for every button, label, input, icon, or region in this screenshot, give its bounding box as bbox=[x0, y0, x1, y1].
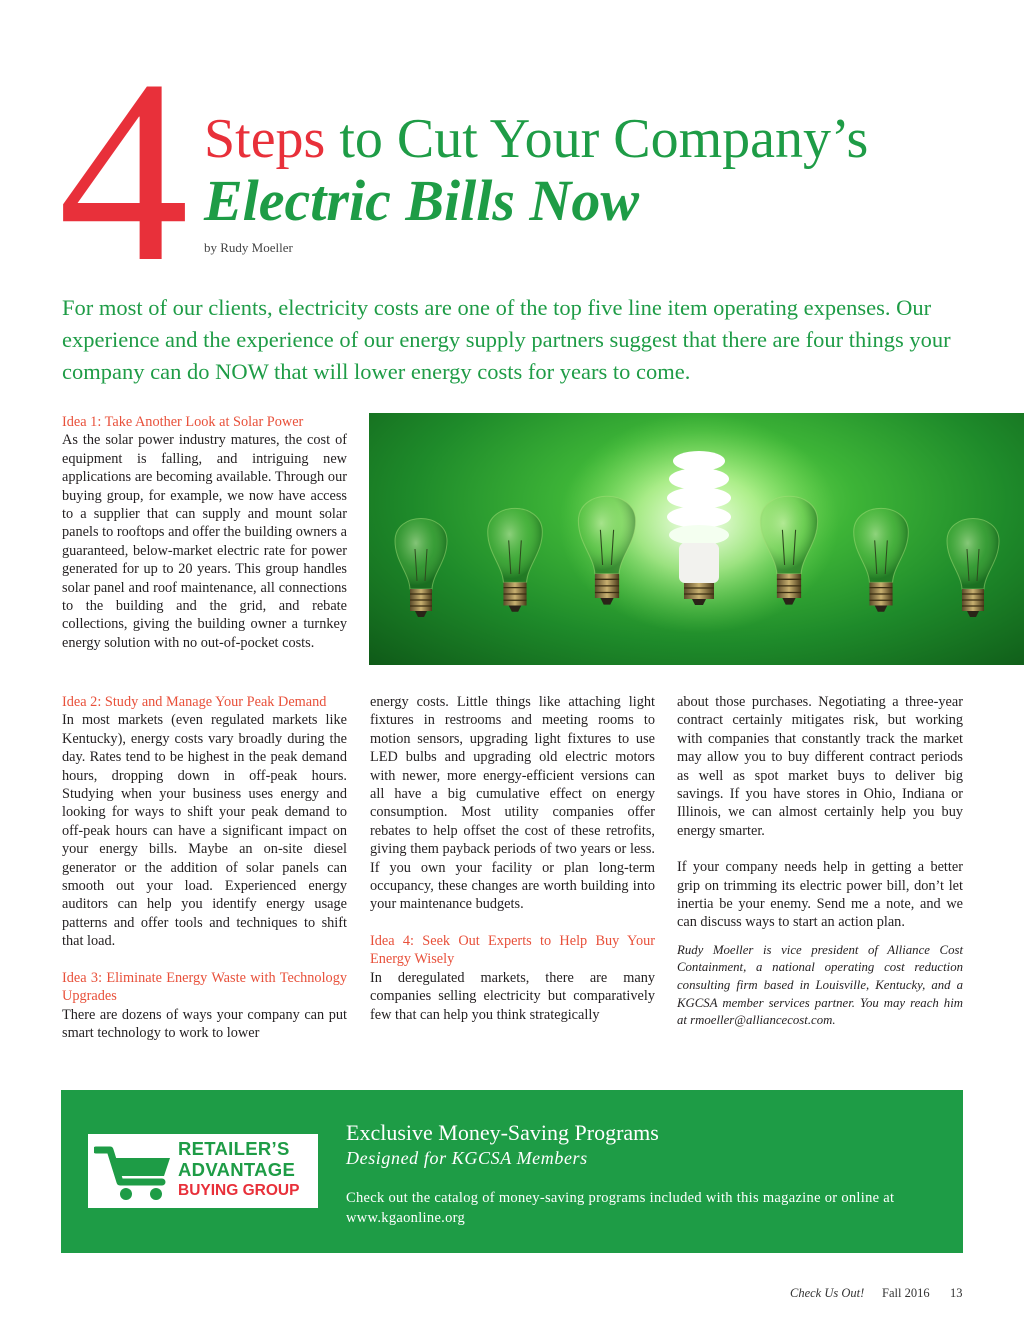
idea-3-body-continued: energy costs. Little things like attaching light fixtures in restrooms and meeting rooms to motion sensors, upgrading light fixtures to use LED bulbs and upgrading old electric motors with newer, more energy-efficient versions can all have a big cumulative effect on energy consumption. Most utility companies offer rebates to help offset the cost of these retrofits, giving them payback periods of two years or less. If you own your facility or plan long-term occupancy, these changes are worth building into your maintenance budgets. bbox=[370, 694, 655, 913]
column-1-lower bbox=[62, 693, 347, 1042]
logo-text-retailers: RETAILER’S bbox=[178, 1138, 290, 1159]
idea-1-section bbox=[62, 413, 347, 652]
logo-text-advantage: ADVANTAGE bbox=[178, 1159, 296, 1180]
column-3 bbox=[677, 693, 963, 1030]
spacer bbox=[677, 932, 963, 942]
idea-1-heading: Idea 1: Take Another Look at Solar Power bbox=[62, 414, 304, 430]
idea-4-body-continued: about those purchases. Negotiating a three-year contract certainly mitigates risk, but working with companies that constantly track the market may allow you to buy different contract periods as well as spot market buys to deliver big savings. If you have stores in Ohio, Indiana or Illinois, we can almost certainly help you buy energy smarter. bbox=[677, 694, 963, 839]
idea-4-heading: Idea 4: Seek Out Experts to Help Buy Your Energy Wisely bbox=[370, 932, 655, 968]
idea-2-heading: Idea 2: Study and Manage Your Peak Demand bbox=[62, 694, 327, 710]
byline: by Rudy Moeller bbox=[204, 240, 293, 255]
title-word-steps: Steps bbox=[204, 108, 326, 170]
column-2 bbox=[370, 693, 655, 1024]
spacer bbox=[62, 951, 347, 969]
idea-3-body-start: There are dozens of ways your company can put smart technology to work to lower bbox=[62, 1006, 347, 1041]
article-title bbox=[204, 108, 868, 232]
spacer bbox=[370, 914, 655, 932]
lead-paragraph: For most of our clients, electricity costs are one of the top five line item operating expenses. Our experience and the experience of our energy supply partners suggest that there are four things your company can do NOW that will lower energy costs for years to come. bbox=[62, 295, 951, 384]
retailers-advantage-logo bbox=[88, 1134, 318, 1208]
light-bulbs-photo bbox=[369, 413, 1024, 665]
author-bio: Rudy Moeller is vice president of Alliance Cost Containment, a national operating cost reduction consulting firm based in Louisville, Kentucky, and a KGCSA member services partner. You may reach him at rmoeller@alliancecost.com. bbox=[677, 942, 963, 1028]
footer-magazine-name: Check Us Out! bbox=[790, 1286, 865, 1300]
idea-3-heading: Idea 3: Eliminate Energy Waste with Technology Upgrades bbox=[62, 969, 347, 1005]
closing-paragraph: If your company needs help in getting a better grip on trimming its electric power bill, don’t let inertia be your enemy. Send me a note, and we can discuss ways to start an action plan. bbox=[677, 859, 963, 931]
banner-body: Check out the catalog of money-saving programs included with this magazine or online at www.kgaonline.org bbox=[346, 1190, 895, 1226]
shopping-cart-icon bbox=[94, 1142, 174, 1204]
idea-1-body: As the solar power industry matures, the cost of equipment is falling, and intriguing new applications are becoming available. Through our buying group, for example, we now have access to a supplier that can supply and mount solar panels to rooftops and offer the building owners a guaranteed, below-market electric rate for power generated for up to 20 years. This group handles solar panel and roof maintenance, all connections to the building and the grid, and rebate collections, giving the building owner a turnkey energy solution with no out-of-pocket costs. bbox=[62, 432, 347, 651]
light-bulbs-illustration bbox=[369, 413, 1024, 665]
footer-page-number: 13 bbox=[950, 1286, 963, 1300]
big-number-four: 4 bbox=[58, 26, 189, 316]
title-rest: to Cut Your Company’s bbox=[325, 108, 869, 170]
title-line-1 bbox=[204, 108, 868, 170]
banner-heading: Exclusive Money-Saving Programs bbox=[346, 1120, 659, 1145]
footer-issue: Fall 2016 bbox=[882, 1286, 930, 1300]
banner-subheading: Designed for KGCSA Members bbox=[346, 1148, 588, 1168]
idea-2-body: In most markets (even regulated markets like Kentucky), energy costs vary broadly during the day. Rates tend to be highest in the peak demand hours, dropping down in off-peak hours. Studying when your business uses energy and looking for ways to shift your peak demand to off-peak hours can have a significant impact on your energy bills. Maybe an on-site diesel generator or the addition of solar panels can smooth out your load. Experienced energy auditors can help you identify energy usage patterns and offer tools and techniques to shift that load. bbox=[62, 712, 347, 950]
title-line-2: Electric Bills Now bbox=[204, 168, 639, 233]
spacer bbox=[677, 840, 963, 858]
logo-text-buying-group: BUYING GROUP bbox=[178, 1182, 300, 1199]
idea-4-body-start: In deregulated markets, there are many companies selling electricity but comparatively few that can help you think strategically bbox=[370, 969, 655, 1023]
promo-banner bbox=[61, 1090, 963, 1253]
